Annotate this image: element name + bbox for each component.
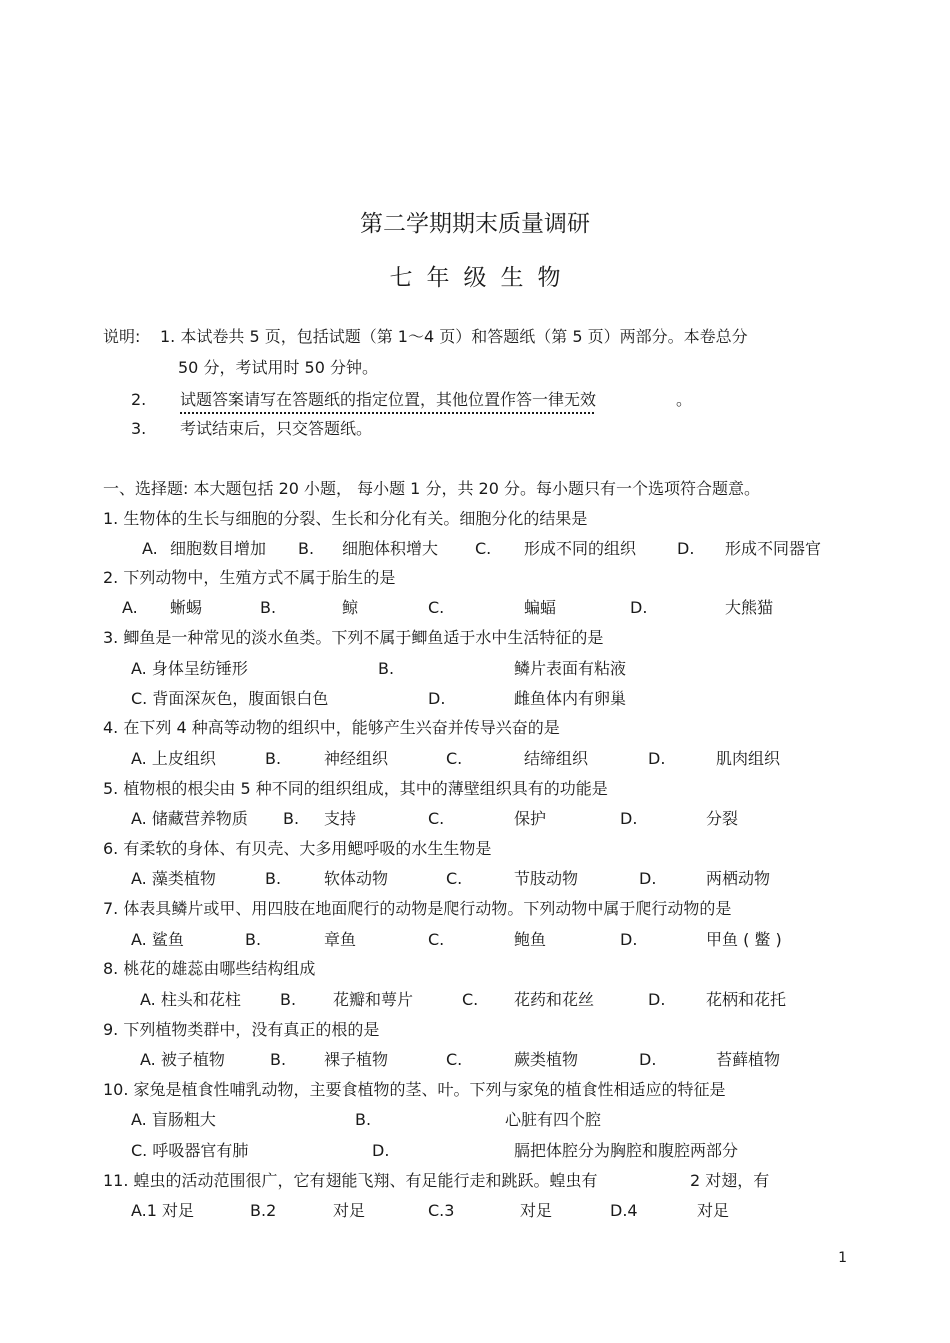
option-text: 花柄和花托	[706, 990, 787, 1009]
option-text: 鳞片表面有粘液	[514, 659, 627, 678]
option-text: 花药和花丝	[514, 990, 595, 1009]
option-text: 形成不同的组织	[524, 539, 637, 558]
option-letter: A.	[122, 598, 138, 617]
option-text: 花瓣和萼片	[333, 990, 414, 1009]
option-letter: C.	[428, 598, 445, 617]
question-stem: 2. 下列动物中，生殖方式不属于胎生的是	[103, 568, 396, 587]
option-letter: D.	[620, 930, 638, 949]
exam-title: 第二学期期末质量调研	[360, 211, 590, 237]
option-text: 蕨类植物	[514, 1050, 579, 1069]
option-letter: B.	[265, 749, 282, 768]
instruction-2-end: 。	[676, 390, 693, 409]
option-text: 神经组织	[324, 749, 389, 768]
option-letter: C.	[446, 749, 463, 768]
option-text: 节肢动物	[514, 869, 579, 888]
option-text: A. 身体呈纺锤形	[131, 659, 248, 678]
option-text: A. 鲨鱼	[131, 930, 184, 949]
option-text: 苔藓植物	[716, 1050, 781, 1069]
question-stem: 3. 鲫鱼是一种常见的淡水鱼类。下列不属于鲫鱼适于水中生活特征的是	[103, 628, 604, 647]
option-letter: C.	[428, 930, 445, 949]
option-text: 鲸	[342, 598, 359, 617]
option-letter: B.	[265, 869, 282, 888]
option-text: 大熊猫	[725, 598, 774, 617]
option-text: 对足	[697, 1201, 730, 1220]
instruction-2: 试题答案请写在答题纸的指定位置，其他位置作答一律无效	[180, 390, 597, 409]
option-text: 膈把体腔分为胸腔和腹腔两部分	[514, 1141, 739, 1160]
option-letter: B.	[298, 539, 315, 558]
option-letter: C.	[428, 809, 445, 828]
option-text: 蝙蝠	[524, 598, 557, 617]
option-text: 裸子植物	[324, 1050, 389, 1069]
instruction-3-number: 3.	[131, 419, 147, 438]
exam-subtitle: 七年级生物	[389, 265, 575, 291]
option-text: 细胞体积增大	[342, 539, 439, 558]
question-stem: 7. 体表具鳞片或甲、用四肢在地面爬行的动物是爬行动物。下列动物中属于爬行动物的是	[103, 899, 732, 918]
question-stem: 10. 家兔是植食性哺乳动物，主要食植物的茎、叶。下列与家兔的植食性相适应的特征是	[103, 1080, 726, 1099]
option-letter: D.	[677, 539, 695, 558]
instruction-3: 考试结束后，只交答题纸。	[180, 419, 373, 438]
option-letter: B.	[378, 659, 395, 678]
option-text: 蜥蜴	[170, 598, 203, 617]
option-text: 肌肉组织	[716, 749, 781, 768]
option-text: A. 被子植物	[140, 1050, 225, 1069]
question-stem: 9. 下列植物类群中，没有真正的根的是	[103, 1020, 380, 1039]
option-text: A. 上皮组织	[131, 749, 216, 768]
question-stem-cont: 2 对翅，有	[690, 1171, 770, 1190]
option-letter: C.	[446, 1050, 463, 1069]
option-text: 心脏有四个腔	[505, 1110, 602, 1129]
question-stem: 6. 有柔软的身体、有贝壳、大多用鳃呼吸的水生生物是	[103, 839, 492, 858]
question-stem: 4. 在下列 4 种高等动物的组织中，能够产生兴奋并传导兴奋的是	[103, 718, 560, 737]
option-letter: D.	[648, 749, 666, 768]
option-text: 鲍鱼	[514, 930, 547, 949]
section-heading: 一、选择题: 本大题包括 20 小题， 每小题 1 分，共 20 分。每小题只有一个选项符合题意。	[103, 479, 760, 498]
option-letter: D.4	[610, 1201, 638, 1220]
option-letter: D.	[639, 869, 657, 888]
option-text: 对足	[333, 1201, 366, 1220]
option-text: A. 藻类植物	[131, 869, 216, 888]
option-text: 对足	[520, 1201, 553, 1220]
option-text: 甲鱼 ( 鳖 )	[706, 930, 782, 949]
option-text: 雌鱼体内有卵巢	[514, 689, 627, 708]
option-letter: C.	[475, 539, 492, 558]
option-text: 支持	[324, 809, 357, 828]
option-letter: B.	[355, 1110, 372, 1129]
option-text: 两栖动物	[706, 869, 771, 888]
page-number: 1	[838, 1250, 847, 1266]
instruction-1: 1. 本试卷共 5 页，包括试题（第 1～4 页）和答题纸（第 5 页）两部分。本卷总分	[160, 327, 748, 346]
option-letter: D.	[620, 809, 638, 828]
option-letter: B.	[280, 990, 297, 1009]
question-stem: 5. 植物根的根尖由 5 种不同的组织组成，其中的薄壁组织具有的功能是	[103, 779, 608, 798]
option-letter: B.	[260, 598, 277, 617]
question-stem: 11. 蝗虫的活动范围很广，它有翅能飞翔、有足能行走和跳跃。蝗虫有	[103, 1171, 598, 1190]
instructions-label: 说明:	[103, 327, 141, 346]
option-letter: D.	[630, 598, 648, 617]
option-text: 结缔组织	[524, 749, 589, 768]
option-letter: C.	[462, 990, 479, 1009]
option-letter: B.	[245, 930, 262, 949]
option-letter: B.2	[250, 1201, 277, 1220]
option-text: A. 柱头和花柱	[140, 990, 241, 1009]
option-letter: D.	[648, 990, 666, 1009]
option-letter: D.	[639, 1050, 657, 1069]
option-text: 章鱼	[324, 930, 357, 949]
option-text: C. 呼吸器官有肺	[131, 1141, 249, 1160]
option-text: 细胞数目增加	[170, 539, 267, 558]
option-text: 保护	[514, 809, 547, 828]
option-text: A. 盲肠粗大	[131, 1110, 216, 1129]
question-stem: 1. 生物体的生长与细胞的分裂、生长和分化有关。细胞分化的结果是	[103, 509, 588, 528]
option-letter: C.	[446, 869, 463, 888]
option-text: A.1 对足	[131, 1201, 195, 1220]
option-letter: D.	[428, 689, 446, 708]
option-letter: D.	[372, 1141, 390, 1160]
option-letter: C.3	[428, 1201, 455, 1220]
option-letter: A.	[142, 539, 158, 558]
option-letter: B.	[270, 1050, 287, 1069]
option-text: 软体动物	[324, 869, 389, 888]
option-text: A. 储藏营养物质	[131, 809, 248, 828]
question-stem: 8. 桃花的雄蕊由哪些结构组成	[103, 959, 316, 978]
instruction-2-number: 2.	[131, 390, 147, 409]
option-text: C. 背面深灰色，腹面银白色	[131, 689, 329, 708]
option-text: 分裂	[706, 809, 739, 828]
option-letter: B.	[283, 809, 300, 828]
option-text: 形成不同器官	[725, 539, 822, 558]
instruction-1-cont: 50 分，考试用时 50 分钟。	[178, 358, 378, 377]
